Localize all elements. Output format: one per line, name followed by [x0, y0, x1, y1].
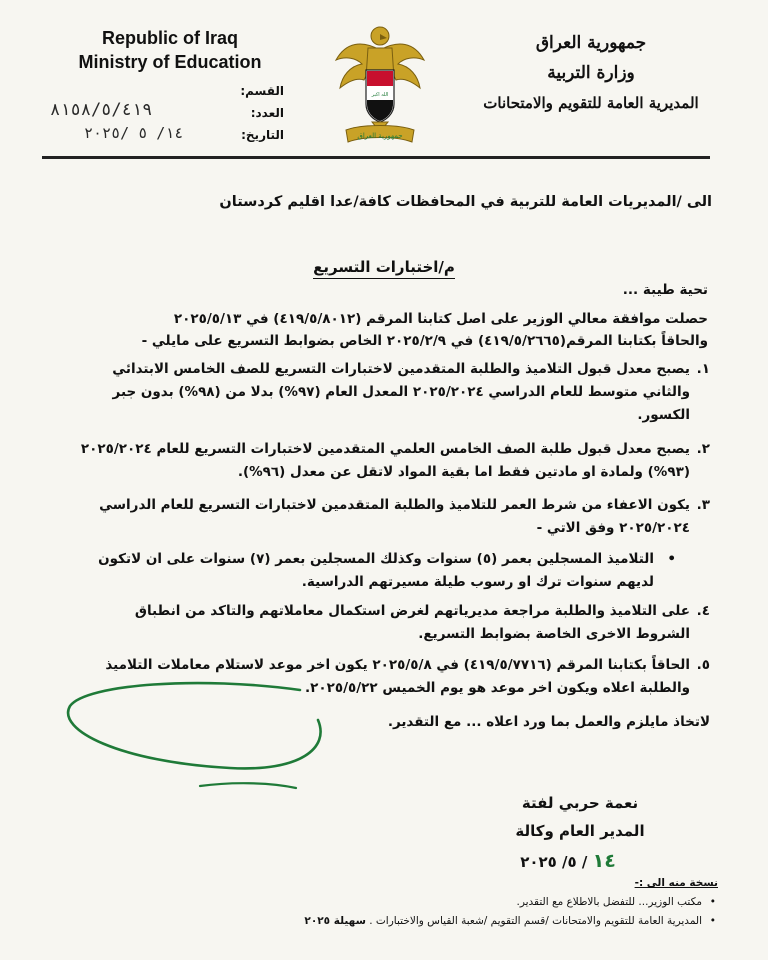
signatory-title: المدير العام وكالة	[515, 822, 645, 840]
english-letterhead	[40, 26, 300, 74]
number-label: العدد:	[250, 106, 284, 120]
svg-text:الله اكبر: الله اكبر	[371, 92, 389, 98]
signature-month-year: / ٥/ ٢٠٢٥	[520, 853, 588, 871]
item-number: ٢.	[696, 441, 710, 457]
section-label: القسم:	[240, 84, 284, 98]
directorate-name-ar: المديرية العامة للتقويم والامتحانات	[483, 94, 699, 112]
item-text: الحاقاً بكتابنا المرقم (٤١٩/٥/٧٧١٦) في ٢٠٢٥/٥/٨ يكون اخر موعد لاستلام معاملات التلاميذ والطلبة اعلاه ويكون اخر موعد هو يوم الخميس ٢٠٢٥/٥/٢٢.	[105, 657, 690, 696]
reference-date: ١٤/ ٥ /٢٠٢٥	[84, 124, 184, 142]
typist-mark: سهيلة ٢٠٢٥	[304, 915, 366, 927]
subject-text: م/اختبارات التسريع	[313, 258, 455, 279]
copies-list	[78, 893, 718, 931]
list-item	[80, 358, 710, 427]
copies-block	[78, 874, 718, 931]
arabic-letterhead	[476, 28, 706, 118]
sub-bullet: • التلاميذ المسجلين بعمر (٥) سنوات وكذلك المسجلين بعمر (٧) سنوات على ان لاتكون لديهم سنوات ترك او رسوب طيلة مسيرتهم الدراسية.	[76, 548, 676, 594]
emblem-caption: جمهورية العراق	[357, 132, 403, 140]
signature-day: ١٤	[592, 850, 616, 872]
bullet-text: التلاميذ المسجلين بعمر (٥) سنوات وكذلك المسجلين بعمر (٧) سنوات على ان لاتكون لديهم سنوات ترك او رسوب طيلة مسيرتهم الدراسية.	[98, 551, 654, 590]
reference-number: ٨١٥٨/٥/٤١٩	[50, 100, 153, 120]
list-item	[80, 438, 710, 484]
item-number: ١.	[696, 361, 710, 377]
subject-line	[0, 258, 768, 276]
reference-block	[44, 84, 284, 154]
list-item	[80, 654, 710, 700]
copy-recipient-text: المديرية العامة للتقويم والامتحانات /قسم التقويم /شعبة القياس والاختبارات .	[369, 915, 702, 927]
item-number: ٤.	[696, 603, 710, 619]
list-item	[80, 494, 710, 540]
item-number: ٣.	[696, 497, 710, 513]
intro-line-2: والحاقاً بكتابنا المرقم(٤١٩/٥/٢٦٦٥) في ٢٠٢٥/٢/٩ الخاص بضوابط التسريع على مايلي -	[141, 333, 708, 349]
iraq-eagle-emblem-icon	[332, 20, 428, 146]
signatory-name: نعمة حربي لفتة	[521, 794, 639, 812]
list-item	[80, 600, 710, 646]
item-text: يصبح معدل قبول طلبة الصف الخامس العلمي المتقدمين لاختبارات التسريع للعام ٢٠٢٥/٢٠٢٤ (٩٣%) ولمادة او مادتين فقط اما بقية المواد لاتقل عن معدل (٩٦%).	[80, 441, 690, 480]
closing-line: لاتخاذ مايلزم والعمل بما ورد اعلاه ... مع التقدير.	[387, 714, 710, 730]
greeting: تحية طيبة ...	[622, 282, 708, 298]
ministry-name-ar: وزارة التربية	[547, 63, 635, 83]
item-text: يصبح معدل قبول التلاميذ والطلبة المتقدمين لاختبارات التسريع للصف الخامس الابتدائي والثاني متوسط للعام الدراسي ٢٠٢٥/٢٠٢٤ المعدل العام (٩٧%) بدلا من (٩٨%) بدون جبر الكسور.	[112, 361, 690, 423]
date-label: التاريخ:	[241, 128, 284, 142]
header-divider	[42, 156, 710, 159]
intro-line-1: حصلت موافقة معالي الوزير على اصل كتابنا المرقم (٤١٩/٥/٨٠١٢) في ٢٠٢٥/٥/١٣	[173, 311, 708, 327]
copies-caption: نسخة منه الى :-	[634, 877, 718, 889]
copy-recipient: • مكتب الوزير... للتفضل بالاطلاع مع التقدير.	[78, 893, 718, 912]
copy-recipient	[78, 912, 718, 931]
item-text: على التلاميذ والطلبة مراجعة مديرياتهم لغرض استكمال معاملاتهم والتاكد من انطباق الشروط الاخرى الخاصة بضوابط التسريع.	[134, 603, 690, 642]
country-name-en: Republic of Iraq	[101, 28, 238, 48]
item-text: يكون الاعفاء من شرط العمر للتلاميذ والطلبة المتقدمين لاختبارات التسريع للعام الدراسي ٢٠٢٥/٢٠٢٤ وفق الاتي -	[99, 497, 690, 536]
addressee: الى /المديريات العامة للتربية في المحافظات كافة/عدا اقليم كردستان	[219, 194, 712, 210]
ministry-name-en: Ministry of Education	[78, 52, 262, 72]
country-name-ar: جمهورية العراق	[535, 33, 647, 53]
item-number: ٥.	[696, 657, 710, 673]
signature-date	[478, 850, 658, 872]
